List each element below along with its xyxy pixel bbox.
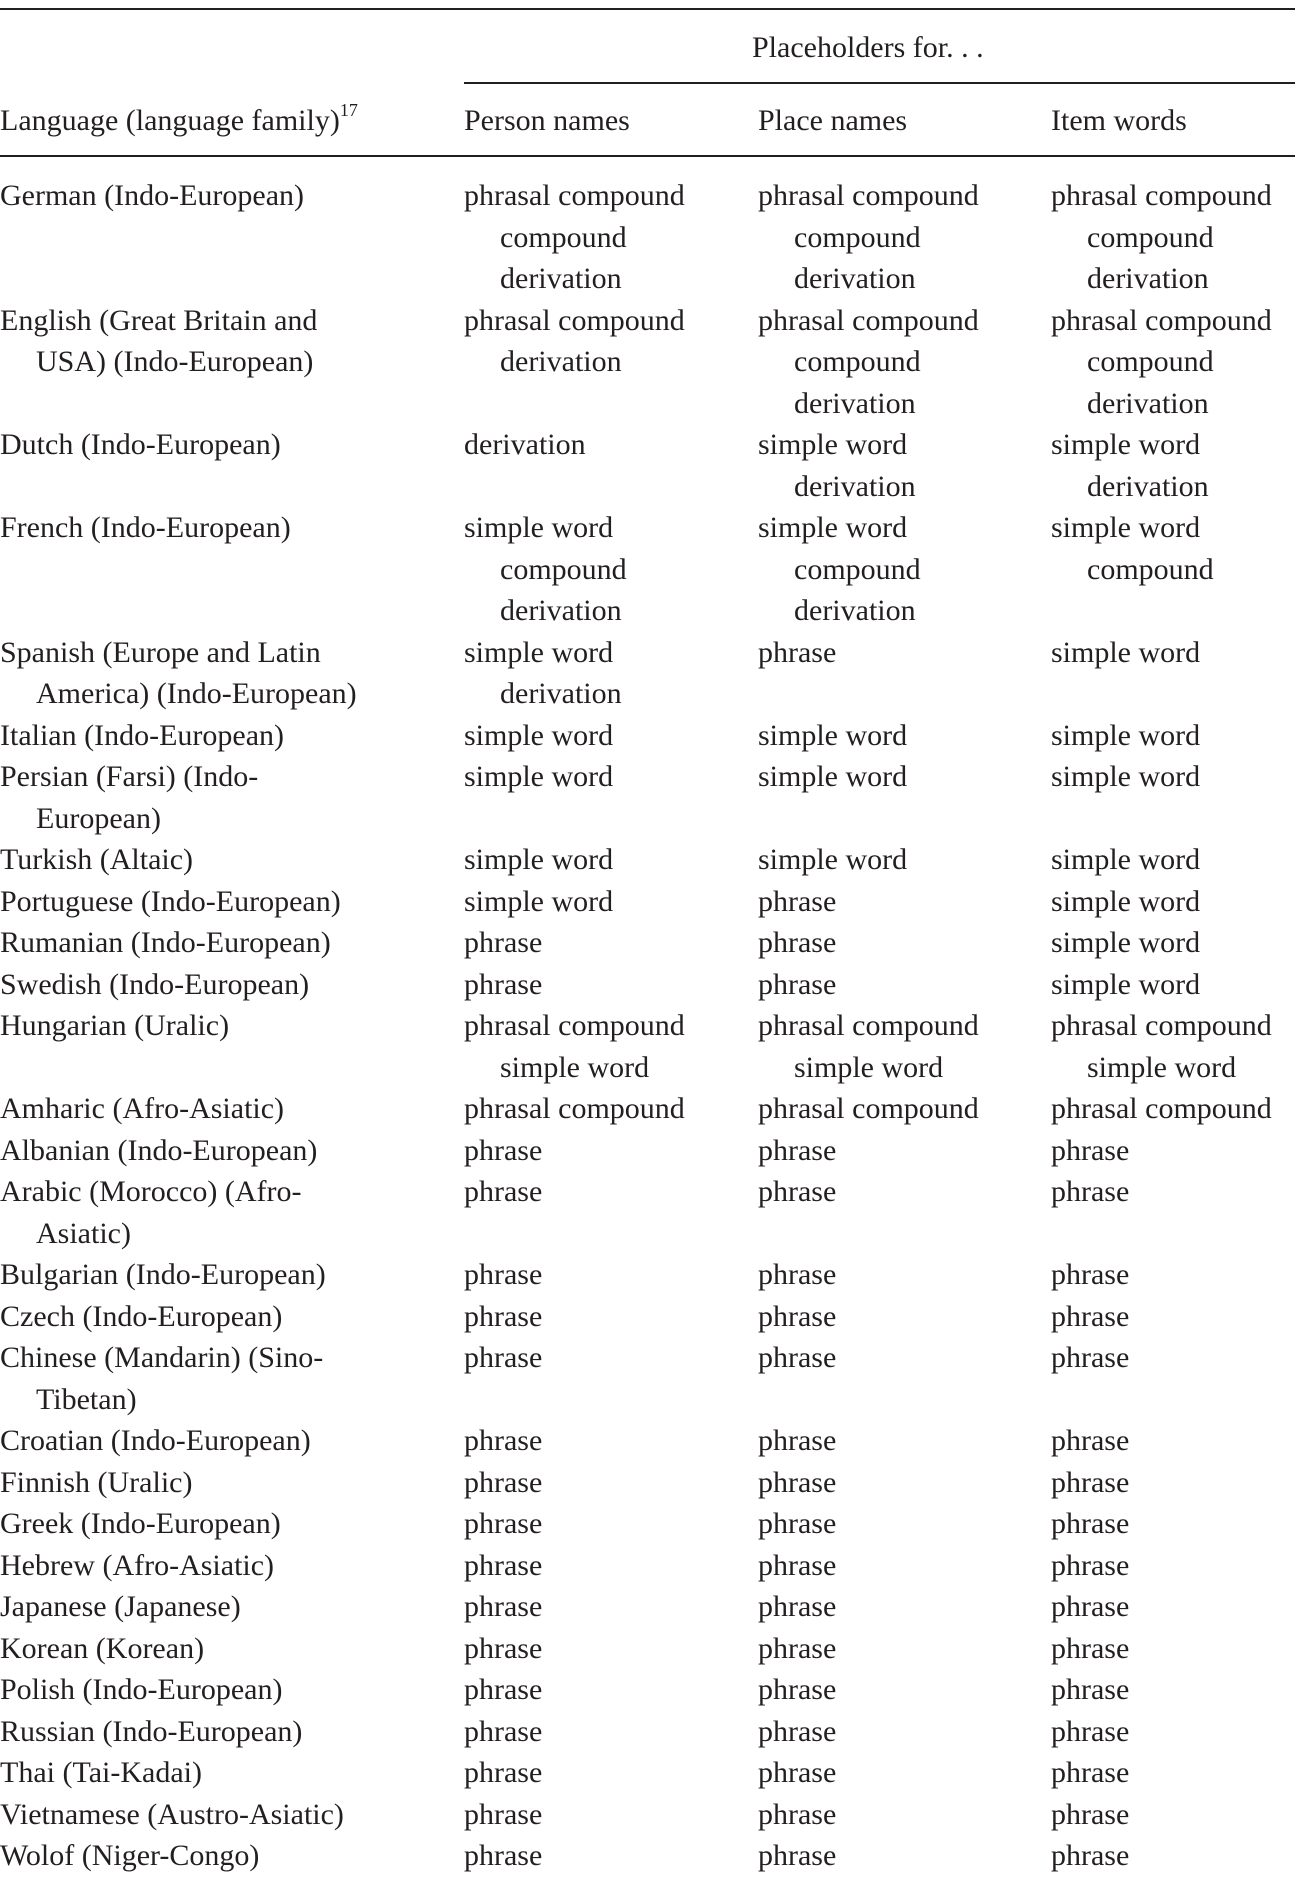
item-words-cell xyxy=(1051,964,1295,1006)
language-text: Albanian (Indo-European) xyxy=(0,1133,318,1167)
language-cell xyxy=(0,1545,464,1587)
item-words-cell xyxy=(1051,424,1295,507)
language-column-header xyxy=(0,100,358,141)
place-names-cell xyxy=(758,1545,1051,1587)
table-row xyxy=(0,715,1295,757)
placeholder-type: simple word xyxy=(758,511,908,544)
place-names-cell xyxy=(758,922,1051,964)
placeholder-type: simple word xyxy=(464,843,614,876)
placeholder-type: phrasal compound xyxy=(758,303,979,337)
placeholder-type: simple word xyxy=(464,635,614,669)
group-header-rule xyxy=(464,82,1295,84)
place-names-cell xyxy=(758,1586,1051,1628)
placeholder-type: phrase xyxy=(1051,1756,1130,1789)
person-names-cell xyxy=(464,1503,758,1545)
place-names-cell xyxy=(758,964,1051,1006)
placeholder-type: phrasal compound xyxy=(758,1009,979,1042)
table-row xyxy=(0,756,1295,839)
placeholder-type: phrase xyxy=(1051,1424,1130,1457)
language-cell xyxy=(0,1711,464,1753)
place-names-cell xyxy=(758,300,1051,425)
table-row xyxy=(0,1420,1295,1462)
language-text: English (Great Britain and xyxy=(0,303,318,337)
person-names-cell xyxy=(464,1628,758,1670)
table-row xyxy=(0,300,1295,425)
placeholder-type: phrase xyxy=(464,1673,543,1706)
person-names-cell xyxy=(464,1420,758,1462)
item-words-cell xyxy=(1051,1794,1295,1836)
placeholder-type: phrasal compound xyxy=(1051,179,1272,212)
item-words-cell xyxy=(1051,175,1295,300)
language-text: Chinese (Mandarin) (Sino- xyxy=(0,1341,324,1374)
item-words-cell xyxy=(1051,1130,1295,1172)
place-names-cell xyxy=(758,1752,1051,1794)
placeholder-type: phrase xyxy=(464,1507,543,1540)
language-text: Persian (Farsi) (Indo- xyxy=(0,760,259,793)
placeholder-type: phrase xyxy=(1051,1175,1130,1208)
person-names-cell xyxy=(464,175,758,300)
placeholder-type: simple word xyxy=(464,718,614,752)
language-text: Arabic (Morocco) (Afro- xyxy=(0,1175,302,1208)
person-names-column-header: Person names xyxy=(464,104,630,137)
placeholder-type: simple word xyxy=(500,1050,650,1084)
table-row xyxy=(0,839,1295,881)
table-row xyxy=(0,881,1295,923)
language-cell xyxy=(0,1171,464,1254)
placeholder-type: phrase xyxy=(758,1673,837,1706)
item-words-cell xyxy=(1051,1503,1295,1545)
table-row xyxy=(0,1752,1295,1794)
placeholder-type: phrase xyxy=(464,1548,543,1582)
person-names-cell xyxy=(464,881,758,923)
table-row xyxy=(0,1794,1295,1836)
place-names-cell xyxy=(758,756,1051,839)
person-names-cell xyxy=(464,964,758,1006)
item-words-column-header: Item words xyxy=(1051,104,1187,137)
placeholder-type: simple word xyxy=(1051,926,1201,959)
place-names-column-header: Place names xyxy=(758,104,908,137)
footnote-marker: 17 xyxy=(339,100,358,120)
language-cell xyxy=(0,1088,464,1130)
placeholder-type: phrase xyxy=(464,1797,543,1831)
placeholder-type: compound xyxy=(1087,552,1214,586)
placeholder-type: phrase xyxy=(758,1590,837,1623)
item-words-cell xyxy=(1051,715,1295,757)
header-bottom-rule xyxy=(0,155,1295,157)
placeholder-type: compound xyxy=(1087,345,1214,378)
placeholder-type: phrase xyxy=(1051,1465,1130,1499)
language-column-label: Language (language family) xyxy=(0,104,340,137)
language-cell xyxy=(0,507,464,632)
placeholder-type: simple word xyxy=(464,760,614,793)
placeholder-type: derivation xyxy=(500,262,622,295)
item-words-cell xyxy=(1051,1669,1295,1711)
person-names-cell xyxy=(464,300,758,425)
table-row xyxy=(0,1835,1295,1877)
language-cell xyxy=(0,300,464,425)
place-names-cell xyxy=(758,507,1051,632)
placeholder-type: derivation xyxy=(1087,469,1209,503)
place-names-cell xyxy=(758,1794,1051,1836)
placeholder-type: derivation xyxy=(500,594,622,627)
language-cell xyxy=(0,756,464,839)
table-row xyxy=(0,1711,1295,1753)
placeholder-type: compound xyxy=(1087,220,1214,254)
language-cell xyxy=(0,881,464,923)
place-names-cell xyxy=(758,881,1051,923)
person-names-cell xyxy=(464,1794,758,1836)
language-text: Asiatic) xyxy=(36,1216,131,1250)
placeholder-type: phrase xyxy=(758,1133,837,1167)
person-names-cell xyxy=(464,1669,758,1711)
placeholder-type: compound xyxy=(500,552,627,586)
placeholder-type: simple word xyxy=(464,884,614,918)
placeholder-type: phrase xyxy=(758,884,837,918)
placeholder-type: phrase xyxy=(1051,1548,1130,1582)
placeholder-type: phrasal compound xyxy=(464,303,685,337)
table-row xyxy=(0,922,1295,964)
place-names-cell xyxy=(758,1462,1051,1504)
item-words-cell xyxy=(1051,507,1295,632)
placeholder-type: phrase xyxy=(1051,1258,1130,1291)
person-names-cell xyxy=(464,1337,758,1420)
placeholder-type: phrasal compound xyxy=(758,179,979,212)
place-names-cell xyxy=(758,175,1051,300)
item-words-cell xyxy=(1051,1088,1295,1130)
language-text: USA) (Indo-European) xyxy=(36,345,314,378)
placeholder-type: phrase xyxy=(1051,1507,1130,1540)
language-text: French (Indo-European) xyxy=(0,511,291,544)
placeholder-type: phrase xyxy=(1051,1133,1130,1167)
placeholder-type: phrase xyxy=(758,1631,837,1665)
placeholder-type: derivation xyxy=(794,469,916,503)
placeholder-type: phrase xyxy=(758,1507,837,1540)
language-text: Korean (Korean) xyxy=(0,1631,205,1665)
language-cell xyxy=(0,1337,464,1420)
placeholder-type: phrase xyxy=(758,967,837,1001)
table-row xyxy=(0,1503,1295,1545)
language-text: European) xyxy=(36,801,161,835)
place-names-cell xyxy=(758,424,1051,507)
language-cell xyxy=(0,1503,464,1545)
language-cell xyxy=(0,175,464,300)
placeholder-type: phrasal compound xyxy=(464,1009,685,1042)
placeholder-type: phrase xyxy=(758,1548,837,1582)
language-text: Rumanian (Indo-European) xyxy=(0,926,331,959)
placeholder-type: derivation xyxy=(1087,262,1209,295)
placeholder-type: phrase xyxy=(464,1590,543,1623)
language-text: Croatian (Indo-European) xyxy=(0,1424,311,1457)
person-names-cell xyxy=(464,1545,758,1587)
item-words-cell xyxy=(1051,632,1295,715)
language-text: Japanese (Japanese) xyxy=(0,1590,241,1623)
language-text: Bulgarian (Indo-European) xyxy=(0,1258,326,1291)
table-row xyxy=(0,507,1295,632)
placeholder-type: phrase xyxy=(464,1631,543,1665)
placeholder-type: phrase xyxy=(758,1839,837,1872)
table-body xyxy=(0,175,1295,1877)
placeholder-type: simple word xyxy=(464,511,614,544)
language-text: Turkish (Altaic) xyxy=(0,843,194,876)
language-cell xyxy=(0,1669,464,1711)
item-words-cell xyxy=(1051,1628,1295,1670)
placeholder-type: simple word xyxy=(1051,428,1201,461)
placeholder-type: phrase xyxy=(1051,1299,1130,1333)
item-words-cell xyxy=(1051,1420,1295,1462)
item-words-cell xyxy=(1051,1462,1295,1504)
place-names-cell xyxy=(758,1296,1051,1338)
placeholder-type: phrase xyxy=(758,635,837,669)
language-cell xyxy=(0,839,464,881)
language-text: Spanish (Europe and Latin xyxy=(0,635,321,669)
item-words-cell xyxy=(1051,1752,1295,1794)
person-names-cell xyxy=(464,1296,758,1338)
place-names-cell xyxy=(758,1420,1051,1462)
table-row xyxy=(0,1669,1295,1711)
placeholder-type: phrase xyxy=(1051,1341,1130,1374)
placeholder-type: compound xyxy=(794,220,921,254)
placeholder-type: phrase xyxy=(1051,1673,1130,1706)
place-names-cell xyxy=(758,1337,1051,1420)
table-row xyxy=(0,1005,1295,1088)
placeholder-type: simple word xyxy=(758,428,908,461)
person-names-cell xyxy=(464,1254,758,1296)
table-row xyxy=(0,1296,1295,1338)
placeholder-type: derivation xyxy=(1087,386,1209,420)
language-text: Tibetan) xyxy=(36,1382,137,1416)
language-text: Russian (Indo-European) xyxy=(0,1714,303,1748)
table-top-rule xyxy=(0,8,1295,10)
language-cell xyxy=(0,1835,464,1877)
place-names-cell xyxy=(758,1171,1051,1254)
place-names-cell xyxy=(758,1669,1051,1711)
place-names-cell xyxy=(758,839,1051,881)
placeholder-type: phrase xyxy=(758,1299,837,1333)
placeholder-type: derivation xyxy=(464,428,586,461)
placeholder-type: simple word xyxy=(1051,511,1201,544)
table-row xyxy=(0,1462,1295,1504)
person-names-cell xyxy=(464,1171,758,1254)
person-names-cell xyxy=(464,632,758,715)
placeholder-type: phrase xyxy=(464,1465,543,1499)
placeholder-type: phrase xyxy=(464,1133,543,1167)
placeholders-group-header: Placeholders for. . . xyxy=(752,31,984,64)
placeholder-type: phrase xyxy=(1051,1714,1130,1748)
language-text: Italian (Indo-European) xyxy=(0,718,285,752)
table-row xyxy=(0,1171,1295,1254)
language-text: Hebrew (Afro-Asiatic) xyxy=(0,1548,275,1582)
place-names-cell xyxy=(758,1254,1051,1296)
placeholder-type: phrase xyxy=(464,1341,543,1374)
language-cell xyxy=(0,1005,464,1088)
placeholder-type: phrase xyxy=(464,1175,543,1208)
item-words-cell xyxy=(1051,1005,1295,1088)
language-cell xyxy=(0,1752,464,1794)
language-cell xyxy=(0,715,464,757)
placeholder-type: phrasal compound xyxy=(464,179,685,212)
language-cell xyxy=(0,1462,464,1504)
placeholder-type: phrase xyxy=(758,1175,837,1208)
placeholder-type: phrase xyxy=(464,1299,543,1333)
placeholder-type: phrase xyxy=(464,926,543,959)
placeholder-type: simple word xyxy=(758,843,908,876)
language-cell xyxy=(0,922,464,964)
placeholder-type: simple word xyxy=(1087,1050,1237,1084)
placeholder-type: simple word xyxy=(1051,884,1201,918)
item-words-cell xyxy=(1051,922,1295,964)
language-cell xyxy=(0,1296,464,1338)
placeholder-type: phrase xyxy=(1051,1839,1130,1872)
table-row xyxy=(0,1130,1295,1172)
place-names-cell xyxy=(758,1711,1051,1753)
item-words-cell xyxy=(1051,1296,1295,1338)
person-names-cell xyxy=(464,507,758,632)
item-words-cell xyxy=(1051,1835,1295,1877)
language-cell xyxy=(0,632,464,715)
placeholder-type: phrase xyxy=(464,1756,543,1789)
person-names-cell xyxy=(464,1752,758,1794)
table-row xyxy=(0,1545,1295,1587)
person-names-cell xyxy=(464,1835,758,1877)
placeholder-type: phrase xyxy=(464,1424,543,1457)
placeholder-type: compound xyxy=(794,345,921,378)
placeholder-type: compound xyxy=(794,552,921,586)
placeholder-type: phrase xyxy=(464,967,543,1001)
language-text: Amharic (Afro-Asiatic) xyxy=(0,1092,285,1125)
placeholder-type: phrase xyxy=(758,1424,837,1457)
place-names-cell xyxy=(758,1130,1051,1172)
item-words-cell xyxy=(1051,300,1295,425)
placeholder-type: phrase xyxy=(464,1258,543,1291)
language-text: Thai (Tai-Kadai) xyxy=(0,1756,202,1789)
language-text: Hungarian (Uralic) xyxy=(0,1009,230,1042)
place-names-cell xyxy=(758,1503,1051,1545)
person-names-cell xyxy=(464,922,758,964)
item-words-cell xyxy=(1051,1171,1295,1254)
placeholder-type: derivation xyxy=(794,594,916,627)
placeholder-type: derivation xyxy=(500,345,622,378)
placeholder-type: simple word xyxy=(1051,843,1201,876)
placeholder-type: phrasal compound xyxy=(758,1092,979,1125)
table-row xyxy=(0,175,1295,300)
language-cell xyxy=(0,424,464,507)
place-names-cell xyxy=(758,1088,1051,1130)
language-text: Finnish (Uralic) xyxy=(0,1465,193,1499)
table-row xyxy=(0,1586,1295,1628)
person-names-cell xyxy=(464,1586,758,1628)
language-text: Portuguese (Indo-European) xyxy=(0,884,341,918)
placeholder-type: derivation xyxy=(500,677,622,710)
place-names-cell xyxy=(758,632,1051,715)
placeholder-type: compound xyxy=(500,220,627,254)
placeholder-type: phrase xyxy=(758,1797,837,1831)
placeholder-type: phrasal compound xyxy=(1051,1009,1272,1042)
placeholder-type: phrase xyxy=(758,1258,837,1291)
placeholder-type: phrase xyxy=(758,1465,837,1499)
placeholder-type: simple word xyxy=(758,760,908,793)
item-words-cell xyxy=(1051,839,1295,881)
language-text: Czech (Indo-European) xyxy=(0,1299,283,1333)
table-row xyxy=(0,1088,1295,1130)
placeholder-type: derivation xyxy=(794,262,916,295)
person-names-cell xyxy=(464,1005,758,1088)
language-cell xyxy=(0,1420,464,1462)
item-words-cell xyxy=(1051,881,1295,923)
language-cell xyxy=(0,1254,464,1296)
language-text: America) (Indo-European) xyxy=(36,677,357,710)
person-names-cell xyxy=(464,839,758,881)
person-names-cell xyxy=(464,1711,758,1753)
placeholder-type: simple word xyxy=(794,1050,944,1084)
place-names-cell xyxy=(758,715,1051,757)
person-names-cell xyxy=(464,424,758,507)
place-names-cell xyxy=(758,1628,1051,1670)
table-row xyxy=(0,964,1295,1006)
person-names-cell xyxy=(464,1088,758,1130)
item-words-cell xyxy=(1051,756,1295,839)
placeholder-type: phrase xyxy=(758,926,837,959)
language-text: Swedish (Indo-European) xyxy=(0,967,310,1001)
person-names-cell xyxy=(464,756,758,839)
item-words-cell xyxy=(1051,1337,1295,1420)
placeholder-type: phrase xyxy=(1051,1590,1130,1623)
language-cell xyxy=(0,964,464,1006)
table-row xyxy=(0,1254,1295,1296)
language-text: Polish (Indo-European) xyxy=(0,1673,283,1706)
placeholder-type: phrase xyxy=(758,1714,837,1748)
placeholder-type: phrase xyxy=(1051,1797,1130,1831)
placeholder-type: phrase xyxy=(758,1341,837,1374)
language-text: Vietnamese (Austro-Asiatic) xyxy=(0,1797,344,1831)
placeholder-type: phrase xyxy=(758,1756,837,1789)
placeholder-type: phrasal compound xyxy=(464,1092,685,1125)
place-names-cell xyxy=(758,1005,1051,1088)
table-row xyxy=(0,1337,1295,1420)
item-words-cell xyxy=(1051,1711,1295,1753)
person-names-cell xyxy=(464,715,758,757)
table-row xyxy=(0,1628,1295,1670)
placeholder-type: simple word xyxy=(1051,760,1201,793)
language-text: Dutch (Indo-European) xyxy=(0,428,281,461)
language-text: German (Indo-European) xyxy=(0,179,305,212)
placeholder-type: simple word xyxy=(1051,967,1201,1001)
language-cell xyxy=(0,1628,464,1670)
placeholder-type: phrase xyxy=(464,1714,543,1748)
placeholder-type: phrasal compound xyxy=(1051,1092,1272,1125)
language-cell xyxy=(0,1130,464,1172)
placeholder-type: phrase xyxy=(1051,1631,1130,1665)
placeholder-type: phrase xyxy=(464,1839,543,1872)
language-text: Wolof (Niger-Congo) xyxy=(0,1839,260,1872)
language-cell xyxy=(0,1794,464,1836)
item-words-cell xyxy=(1051,1254,1295,1296)
placeholder-type: simple word xyxy=(758,718,908,752)
placeholder-type: simple word xyxy=(1051,718,1201,752)
item-words-cell xyxy=(1051,1545,1295,1587)
person-names-cell xyxy=(464,1130,758,1172)
table-row xyxy=(0,424,1295,507)
person-names-cell xyxy=(464,1462,758,1504)
place-names-cell xyxy=(758,1835,1051,1877)
table-row xyxy=(0,632,1295,715)
item-words-cell xyxy=(1051,1586,1295,1628)
placeholder-type: derivation xyxy=(794,386,916,420)
language-text: Greek (Indo-European) xyxy=(0,1507,281,1540)
placeholder-type: simple word xyxy=(1051,635,1201,669)
language-cell xyxy=(0,1586,464,1628)
placeholder-type: phrasal compound xyxy=(1051,303,1272,337)
